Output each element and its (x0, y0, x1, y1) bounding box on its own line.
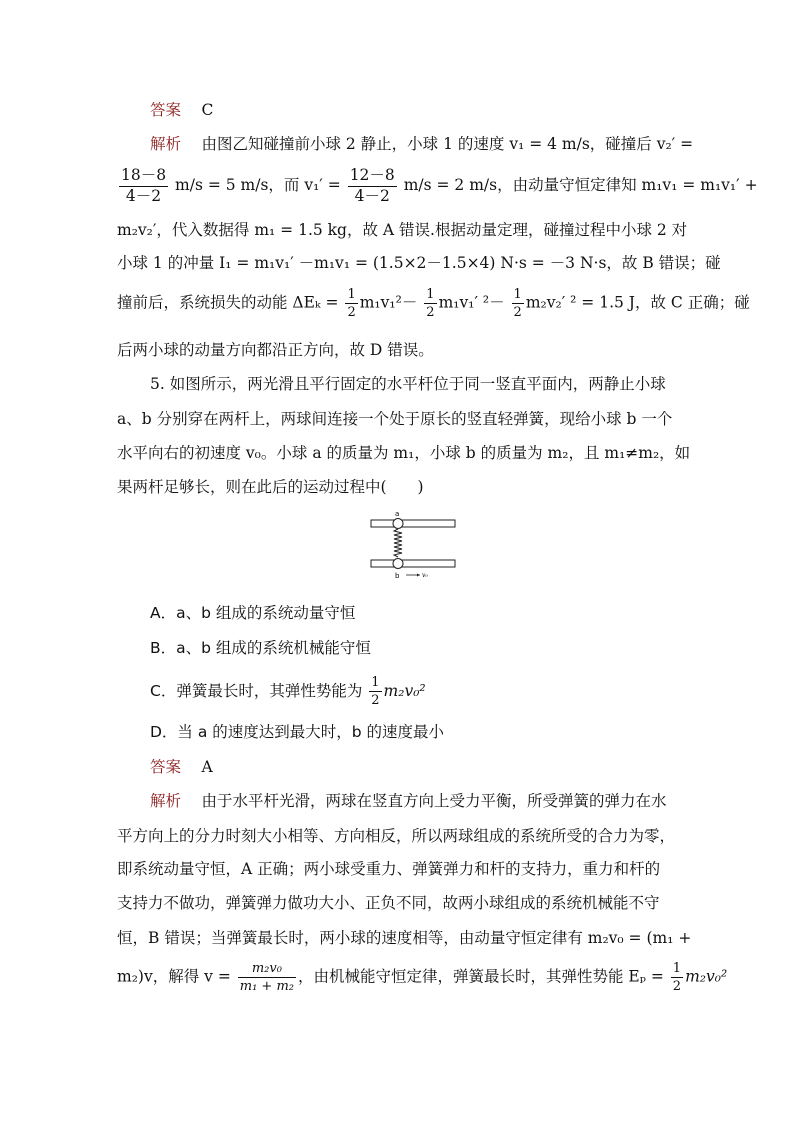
q5-analysis-text-6c: m₂v₀² (685, 967, 728, 986)
q5-analysis-label: 解析 (150, 792, 182, 810)
q4-analysis-line-5 (117, 287, 750, 320)
q4-analysis-line-6: 后两小球的动量方向都沿正方向，故 D 错误。 (117, 341, 434, 359)
q5-velocity-fraction: $\frac{\text{m₂v₀}}{\text{m₁ + m₂}}$ (239, 961, 294, 994)
q4-analysis-line-3: m₂v₂′，代入数据得 m₁ = 1.5 kg，故 A 错误.根据动量定理，碰撞过程中小球 2 对 (117, 221, 688, 239)
q5-option-a[interactable]: A．a、b 组成的系统动量守恒 (150, 604, 356, 622)
q4-answer-label: 答案 (150, 101, 182, 119)
q5-analysis-text-6a: m₂)v，解得 v = (117, 967, 231, 986)
q5-stem-line-1: 5. 如图所示，两光滑且平行固定的水平杆位于同一竖直平面内，两静止小球 (150, 375, 666, 393)
q5-analysis-line-5: 恒，B 错误；当弹簧最长时，两小球的速度相等，由动量守恒定律有 m₂v₀ = (m₁ + (117, 929, 692, 947)
q5-figure (365, 508, 460, 583)
q5-analysis-text-1: 由于水平杆光滑，两球在竖直方向上受力平衡，所受弹簧的弹力在水 (201, 792, 667, 810)
q5-option-c-half: $\frac{1}{2}$ (371, 675, 380, 708)
lower-rod (371, 560, 455, 567)
q4-fraction-2: $\frac{12-8}{4-2}$ (349, 166, 395, 205)
q4-answer-line (150, 100, 710, 120)
q4-analysis-line-1 (150, 134, 710, 154)
q5-analysis-line-1 (150, 791, 710, 811)
q5-answer-value: A (201, 758, 213, 776)
q4-analysis-text-2a: m/s = 5 m/s，而 v₁′ = (175, 176, 341, 194)
q5-option-d[interactable]: D．当 a 的速度达到最大时，b 的速度最小 (150, 723, 445, 741)
q5-analysis-line-2: 平方向上的分力时刻大小相等、方向相反，所以两球组成的系统所受的合力为零， (117, 827, 676, 845)
q4-analysis-text-2b: m/s = 2 m/s，由动量守恒定律知 m₁v₁ = m₁v₁′ + (403, 176, 758, 194)
upper-rod (371, 520, 455, 527)
label-b: b (395, 572, 400, 580)
q4-half-3: $\frac{1}{2}$ (513, 287, 522, 320)
q4-analysis-line-4: 小球 1 的冲量 I₁ = m₁v₁′ －m₁v₁ = (1.5×2－1.5×4) N·s = －3 N·s，故 B 错误；碰 (117, 254, 721, 272)
q5-stem-line-2: a、b 分别穿在两杆上，两球间连接一个处于原长的竖直轻弹簧，现给小球 b 一个 (117, 410, 673, 428)
q4-analysis-text-5c: m₁v₁′ ²－ (438, 293, 505, 312)
q5-stem-line-4: 果两杆足够长，则在此后的运动过程中( ) (117, 478, 424, 496)
q5-answer-label: 答案 (150, 758, 182, 776)
q5-analysis-line-3: 即系统动量守恒，A 正确；两小球受重力、弹簧弹力和杆的支持力，重力和杆的 (117, 860, 661, 878)
q5-analysis-line-4: 支持力不做功，弹簧弹力做功大小、正负不同，故两小球组成的系统机械能不守 (117, 894, 660, 912)
q5-answer-line (150, 757, 710, 777)
label-v0: v₀ (422, 572, 428, 579)
q5-option-c-formula: m₂v₀² (383, 682, 426, 700)
velocity-arrowhead (417, 574, 420, 577)
q4-half-1: $\frac{1}{2}$ (347, 287, 356, 320)
ball-b (393, 559, 403, 569)
q4-half-2: $\frac{1}{2}$ (426, 287, 435, 320)
q4-analysis-line-2 (117, 166, 758, 205)
rods-spring-diagram (365, 508, 460, 583)
q5-analysis-text-6b: ，由机械能守恒定律，弹簧最长时，其弹性势能 Eₚ = (298, 967, 664, 986)
q5-half: $\frac{1}{2}$ (672, 961, 682, 994)
q4-analysis-text-5b: m₁v₁²－ (359, 293, 418, 312)
q4-analysis-label: 解析 (150, 135, 182, 153)
spring (394, 529, 402, 557)
q5-option-b[interactable]: B．a、b 组成的系统机械能守恒 (150, 639, 371, 657)
q4-analysis-text-5a: 撞前后，系统损失的动能 ΔEₖ = (117, 293, 339, 312)
q5-option-c[interactable] (150, 676, 426, 707)
label-a: a (395, 510, 400, 518)
q4-answer-value: C (201, 101, 214, 119)
q4-analysis-text-1: 由图乙知碰撞前小球 2 静止，小球 1 的速度 v₁ = 4 m/s，碰撞后 v₂′ = (201, 135, 694, 153)
q5-analysis-line-6 (117, 961, 728, 994)
ball-a (393, 519, 403, 529)
q5-stem-line-3: 水平向右的初速度 v₀。小球 a 的质量为 m₁，小球 b 的质量为 m₂，且 m₁≠m₂，如 (117, 444, 691, 462)
q4-fraction-1: $\frac{18-8}{4-2}$ (121, 166, 167, 205)
q4-analysis-text-5d: m₂v₂′ ² = 1.5 J，故 C 正确；碰 (525, 293, 750, 312)
q5-option-c-text: C．弹簧最长时，其弹性势能为 (150, 682, 363, 700)
